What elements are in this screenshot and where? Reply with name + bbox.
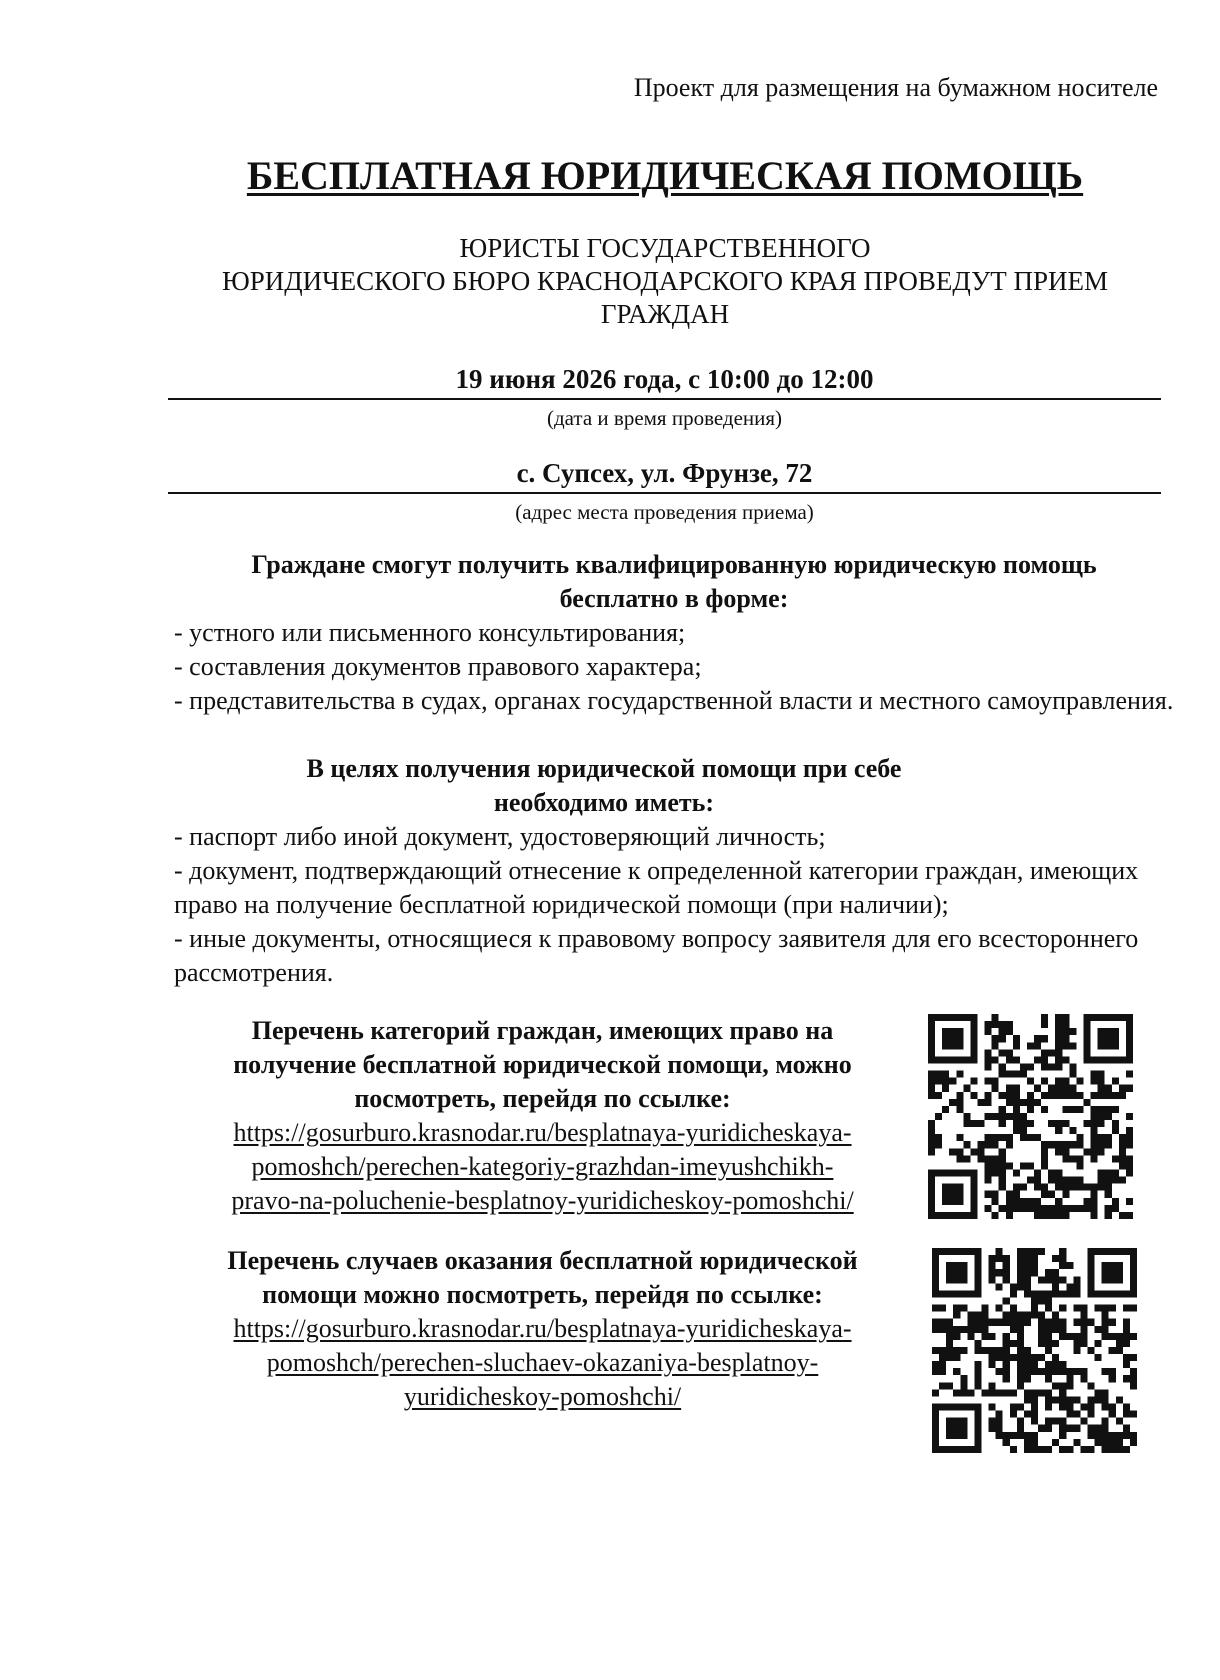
- subtitle-line: ЮРИДИЧЕСКОГО БЮРО КРАСНОДАРСКОГО КРАЯ ПРОВЕДУТ ПРИЕМ: [221, 266, 1109, 296]
- categories-heading-line: Перечень категорий граждан, имеющих право на: [251, 1016, 834, 1045]
- categories-heading-line: получение бесплатной юридической помощи, можно: [233, 1050, 852, 1079]
- forms-list: [174, 616, 1174, 718]
- cases-heading-line: Перечень случаев оказания бесплатной юридической: [227, 1246, 858, 1275]
- documents-heading-line: необходимо иметь:: [493, 788, 715, 817]
- date-time-caption: (дата и время проведения): [546, 406, 783, 430]
- list-item: - представительства в судах, органах государственной власти и местного самоуправления.: [174, 686, 1174, 715]
- documents-block: [174, 752, 1174, 990]
- qr-code-graphic: [932, 1248, 1137, 1453]
- cases-heading-line: помощи можно посмотреть, перейдя по ссылке:: [262, 1280, 823, 1309]
- cases-heading: [180, 1244, 905, 1312]
- list-item: - паспорт либо иной документ, удостоверяющий личность;: [174, 822, 826, 851]
- url-line[interactable]: pomoshch/perechen-sluchaev-okazaniya-besplatnoy-: [266, 1348, 819, 1377]
- qr-code-icon: [932, 1248, 1137, 1453]
- date-field: [168, 362, 1161, 432]
- page-title: БЕСПЛАТНАЯ ЮРИДИЧЕСКАЯ ПОМОЩЬ: [246, 153, 1084, 198]
- categories-heading: [180, 1014, 905, 1116]
- qr-code-graphic: [928, 1014, 1133, 1219]
- categories-url-link[interactable]: [180, 1116, 905, 1218]
- documents-list: [174, 820, 1174, 990]
- forms-heading: [174, 548, 1174, 616]
- categories-heading-line: посмотреть, перейдя по ссылке:: [354, 1084, 731, 1113]
- url-line[interactable]: pomoshch/perechen-kategoriy-grazhdan-imeyushchikh-: [251, 1152, 834, 1181]
- qr-code-icon: [928, 1014, 1133, 1219]
- subtitle: [150, 232, 1180, 331]
- url-line[interactable]: https://gosurburo.krasnodar.ru/besplatnaya-yuridicheskaya-: [233, 1118, 852, 1147]
- documents-heading-line: В целях получения юридической помощи при себе: [306, 754, 902, 783]
- draft-note: Проект для размещения на бумажном носителе: [633, 73, 1158, 102]
- list-item: - составления документов правового характера;: [174, 652, 702, 681]
- url-line[interactable]: https://gosurburo.krasnodar.ru/besplatnaya-yuridicheskaya-: [233, 1314, 852, 1343]
- address-field: [168, 456, 1161, 526]
- url-line[interactable]: yuridicheskoy-pomoshchi/: [403, 1382, 682, 1411]
- list-item: - документ, подтверждающий отнесение к определенной категории граждан, имеющих право на получение бесплатной юридической помощи (при наличии);: [174, 856, 1139, 919]
- cases-url-link[interactable]: [180, 1312, 905, 1414]
- address-value: с. Супсех, ул. Фрунзе, 72: [168, 456, 1161, 494]
- forms-heading-line: бесплатно в форме:: [559, 584, 789, 613]
- address-caption: (адрес места проведения приема): [515, 500, 814, 524]
- list-item: - иные документы, относящиеся к правовому вопросу заявителя для его всестороннего рассмотрения.: [174, 924, 1139, 987]
- url-line[interactable]: pravo-na-poluchenie-besplatnoy-yuridicheskoy-pomoshchi/: [231, 1186, 854, 1215]
- subtitle-line: ЮРИСТЫ ГОСУДАРСТВЕННОГО: [459, 233, 871, 263]
- subtitle-line: ГРАЖДАН: [600, 299, 730, 329]
- forms-heading-line: Граждане смогут получить квалифицированную юридическую помощь: [251, 550, 1097, 579]
- date-time-value: 19 июня 2026 года, с 10:00 до 12:00: [168, 362, 1161, 400]
- forms-block: [174, 548, 1174, 718]
- list-item: - устного или письменного консультирования;: [174, 618, 686, 647]
- cases-link-block: [180, 1244, 905, 1414]
- documents-heading: [174, 752, 1034, 820]
- categories-link-block: [180, 1014, 905, 1218]
